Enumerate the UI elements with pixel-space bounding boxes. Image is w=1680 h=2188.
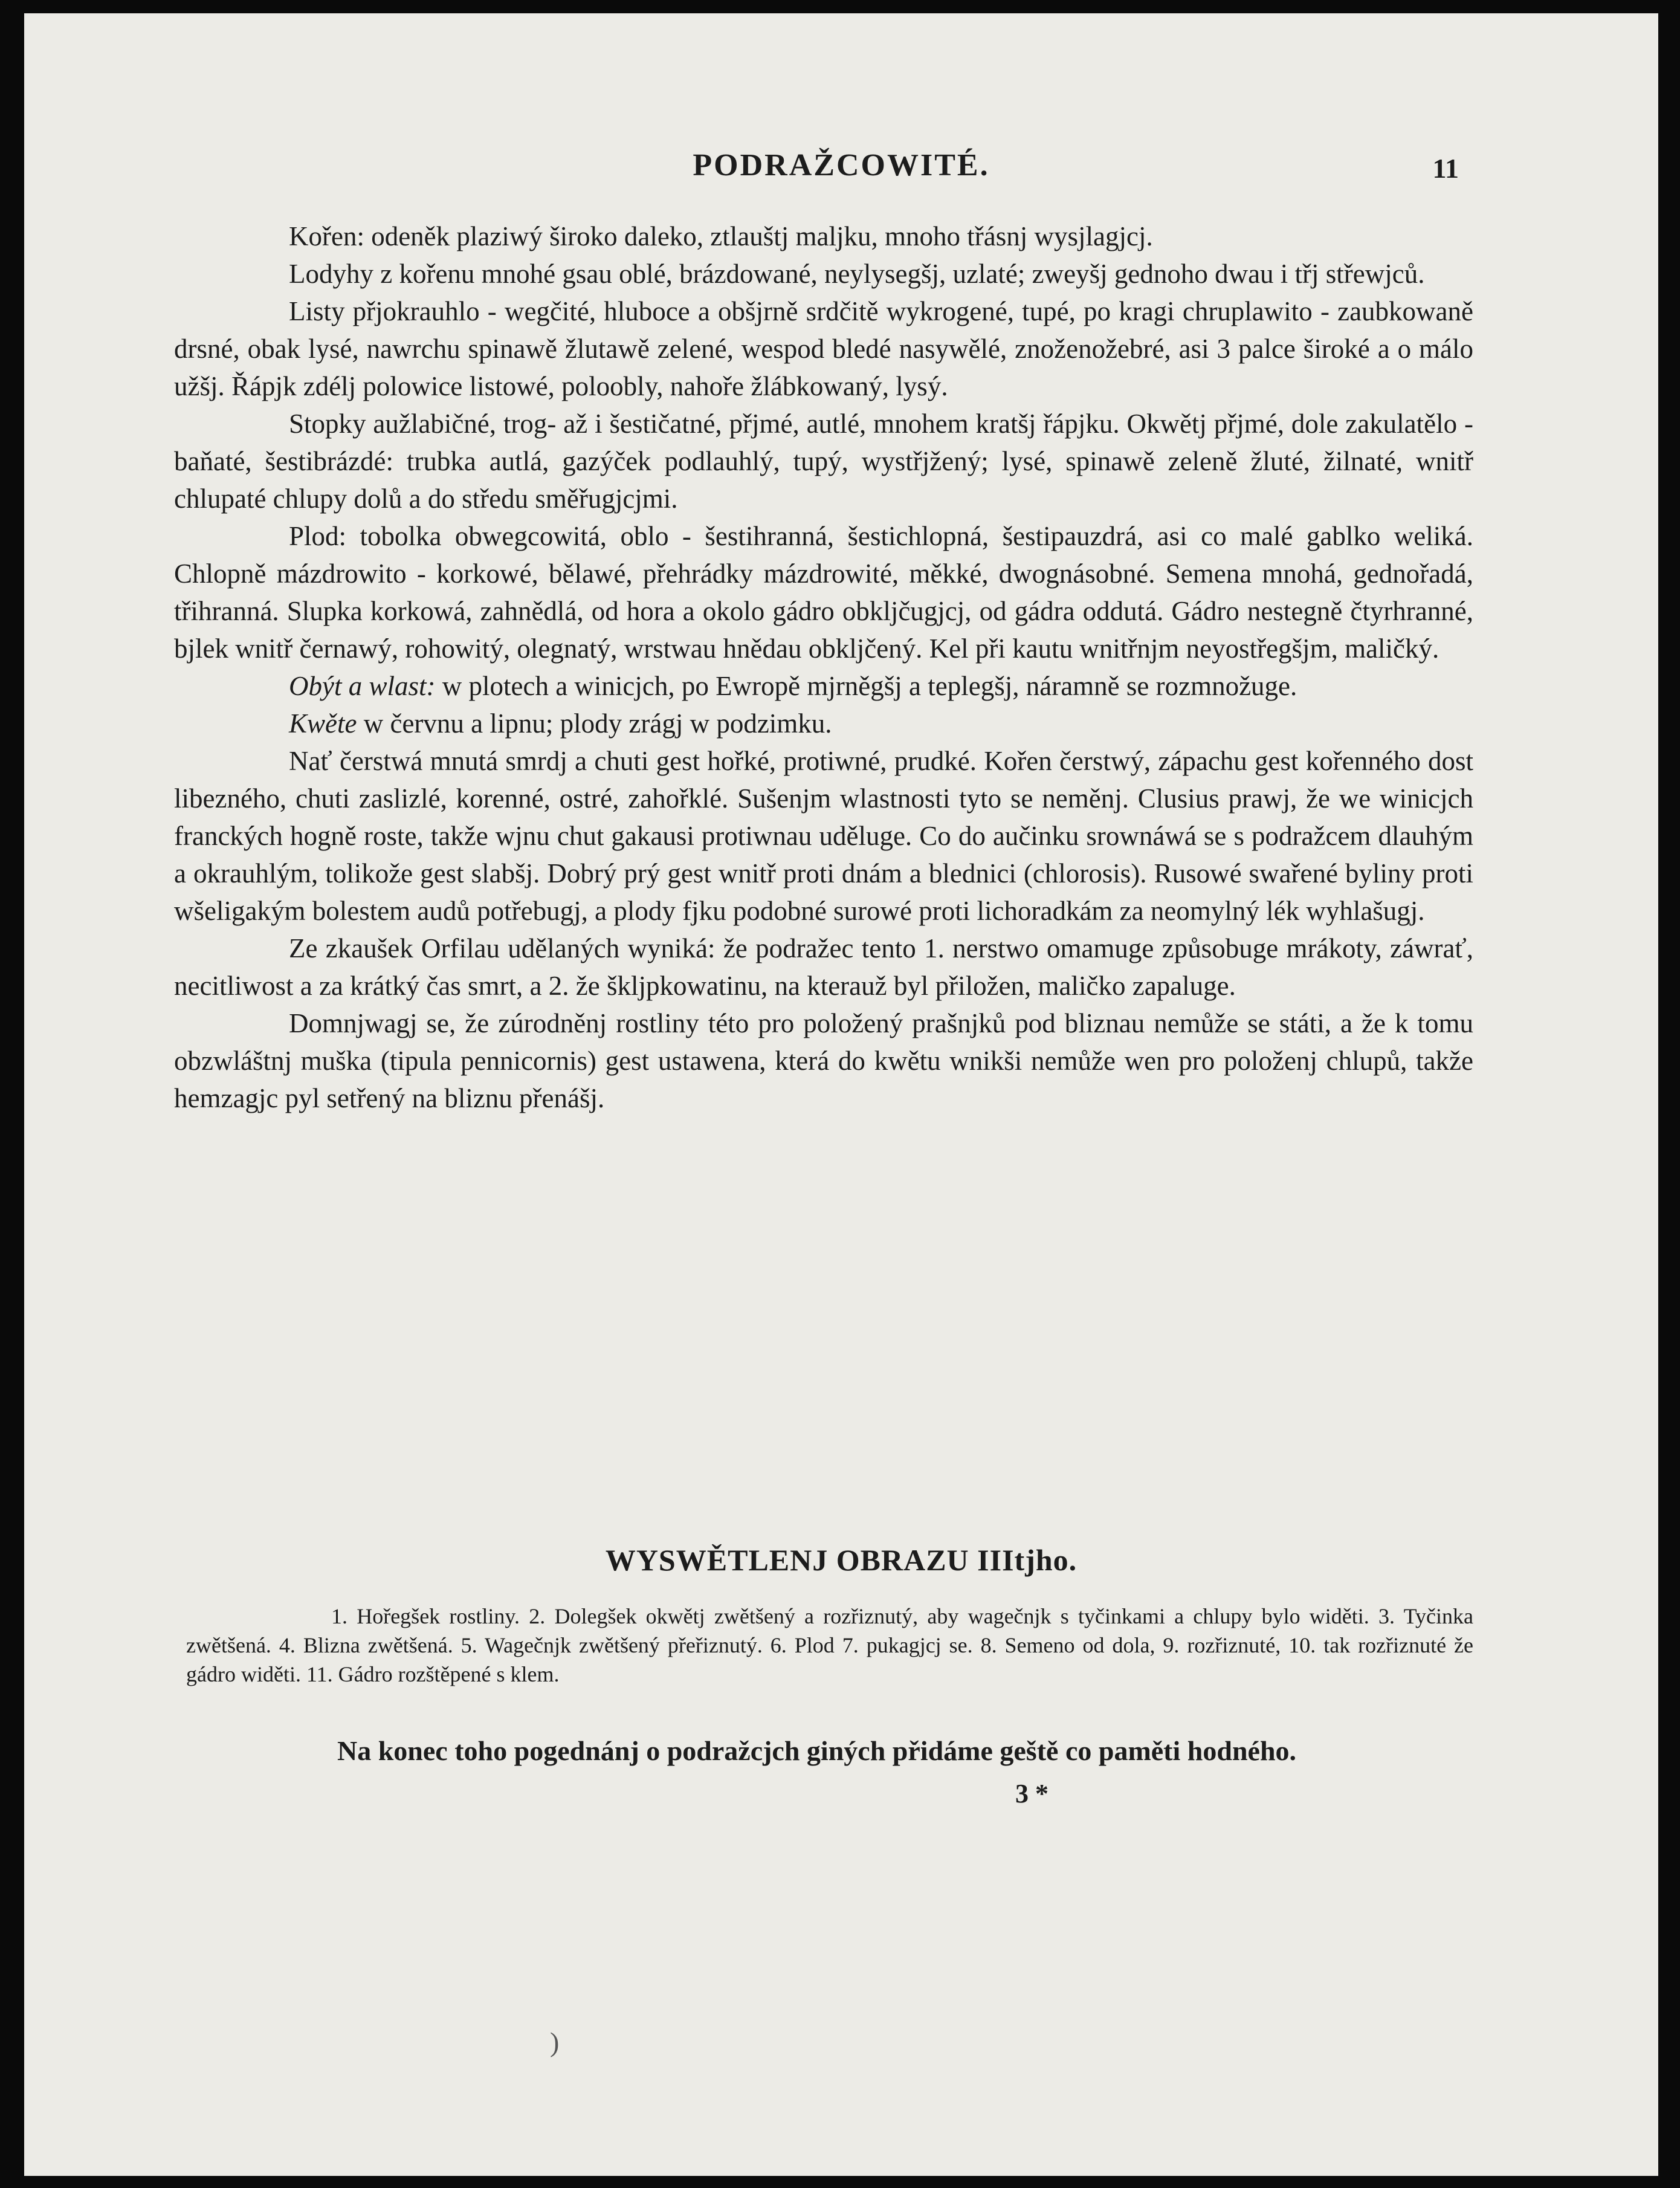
paragraph-stalks: [174, 405, 1473, 517]
figure-legend: 1. Hořegšek rostliny. 2. Dolegšek okwětj zwětšený a rozřiznutý, aby wagečnjk s tyčinkami a chlupy bylo widěti. 3. Tyčinka zwětšená. 4. Blizna zwětšená. 5. Wagečnjk zwětšený přeřiznutý. 6. Plod 7. pukagjcj se. 8. Semeno od dola, 9. rozřiznuté, 10. tak rozřiznuté že gádro widěti. 11. Gádro rozštěpené s klem.: [186, 1604, 1473, 1686]
paragraph-text: Kořen: odeněk plaziwý široko daleko, ztlauštj maljku, mnoho třásnj wysjlagjcj.: [289, 221, 1153, 251]
closing-line: Na konec toho pogednánj o podražcjch giných přidáme geště co paměti hodného.: [337, 1735, 1297, 1766]
signature-mark: 3 *: [1015, 1779, 1048, 1808]
paragraph-lead: Kwěte: [289, 708, 357, 739]
paragraph-root: [174, 218, 1473, 255]
paragraph-properties: [174, 742, 1473, 930]
paragraph-pollination: [174, 1005, 1473, 1117]
paragraph-leaves: [174, 293, 1473, 405]
stray-mark: ): [550, 2027, 560, 2057]
paragraph-text: Ze zkaušek Orfilau udělaných wyniká: že podražec tento 1. nerstwo omamuge způsobuge mrákoty, záwrať, necitliwost a za krátký čas smrt, a 2. že škljpkowatinu, na kterauž byl přiložen, maličko zapaluge.: [174, 933, 1473, 1001]
running-head: PODRAŽCOWITÉ.: [693, 148, 990, 183]
paragraph-fruit: [174, 517, 1473, 667]
paragraph-text: Stopky aužlabičné, trog- až i šestičatné, přjmé, autlé, mnohem kratšj řápjku. Okwětj přjmé, dole zakulatělo - baňaté, šestibrázdé: trubka autlá, gazýček podlauhlý, tupý, wystřjžený; lysé, spinawě zeleně žluté, žilnaté, wnitř chlupaté chlupy dolů a do středu směřugjcjmi.: [174, 409, 1473, 514]
paragraph-experiments: [174, 930, 1473, 1005]
page-number: 11: [1432, 153, 1459, 184]
body-text: [174, 218, 1473, 1117]
paragraph-stems: [174, 255, 1473, 293]
section-title: WYSWĚTLENJ OBRAZU IIItjho.: [605, 1543, 1077, 1577]
paragraph-lead: Obýt a wlast:: [289, 671, 436, 701]
document-page: [24, 13, 1658, 2176]
paragraph-text: Lodyhy z kořenu mnohé gsau oblé, brázdowané, neylysegšj, uzlaté; zweyšj gednoho dwau i třj střewjců.: [289, 259, 1425, 289]
paragraph-habitat: [174, 667, 1473, 705]
paragraph-text: w plotech a winicjch, po Ewropě mjrněgšj a teplegšj, náramně se rozmnožuge.: [435, 671, 1297, 701]
paragraph-text: Domnjwagj se, že zúrodněnj rostliny této pro položený prašnjků pod bliznau nemůže se státi, a že k tomu obzwláštnj muška (tipula pennicornis) gest ustawena, která do kwětu wnikši nemůže wen pro položenj chlupů, takže hemzagjc pyl setřený na bliznu přenášj.: [174, 1008, 1473, 1113]
paragraph-text: Listy přjokrauhlo - wegčité, hluboce a obšjrně srdčitě wykrogené, tupé, po kragi chruplawito - zaubkowaně drsné, obak lysé, nawrchu spinawě žlutawě zelené, wespod bledé nasywělé, znoženožebré, asi 3 palce široké a o málo užšj. Řápjk zdélj polowice listowé, poloobly, nahoře žlábkowaný, lysý.: [174, 296, 1473, 401]
paragraph-text: w červnu a lipnu; plody zrágj w podzimku.: [357, 708, 832, 739]
paragraph-text: Nať čerstwá mnutá smrdj a chuti gest hořké, protiwné, prudké. Kořen čerstwý, zápachu gest kořenného dost libezného, chuti zaslizlé, korenné, ostré, zahořklé. Sušenjm wlastnosti tyto se neměnj. Clusius prawj, že we winicjch franckých hogně roste, takže wjnu chut gakausi protiwnau uděluge. Co do aučinku srownáwá se s podražcem dlauhým a okrauhlým, tolikože gest slabšj. Dobrý prý gest wnitř proti dnám a blednici (chlorosis). Rusowé swařené byliny proti wšeligakým bolestem audů potřebugj, a plody fjku podobné surowé proti lichoradkám za neomylný lék wyhlašugj.: [174, 746, 1473, 926]
paragraph-flowering: [174, 705, 1473, 742]
paragraph-text: Plod: tobolka obwegcowitá, oblo - šestihranná, šestichlopná, šestipauzdrá, asi co malé gablko weliká. Chlopně mázdrowito - korkowé, bělawé, přehrádky mázdrowité, měkké, dwognásobné. Semena mnohá, gednořadá, třihranná. Slupka korkowá, zahnědlá, od hora a okolo gádro obkljčugjcj, od gádra oddutá. Gádro nestegně čtyrhranné, bjlek wnitř černawý, rohowitý, olegnatý, wrstwau hnědau obkljčený. Kel při kautu wnitřnjm neyostřegšjm, maličký.: [174, 521, 1473, 664]
